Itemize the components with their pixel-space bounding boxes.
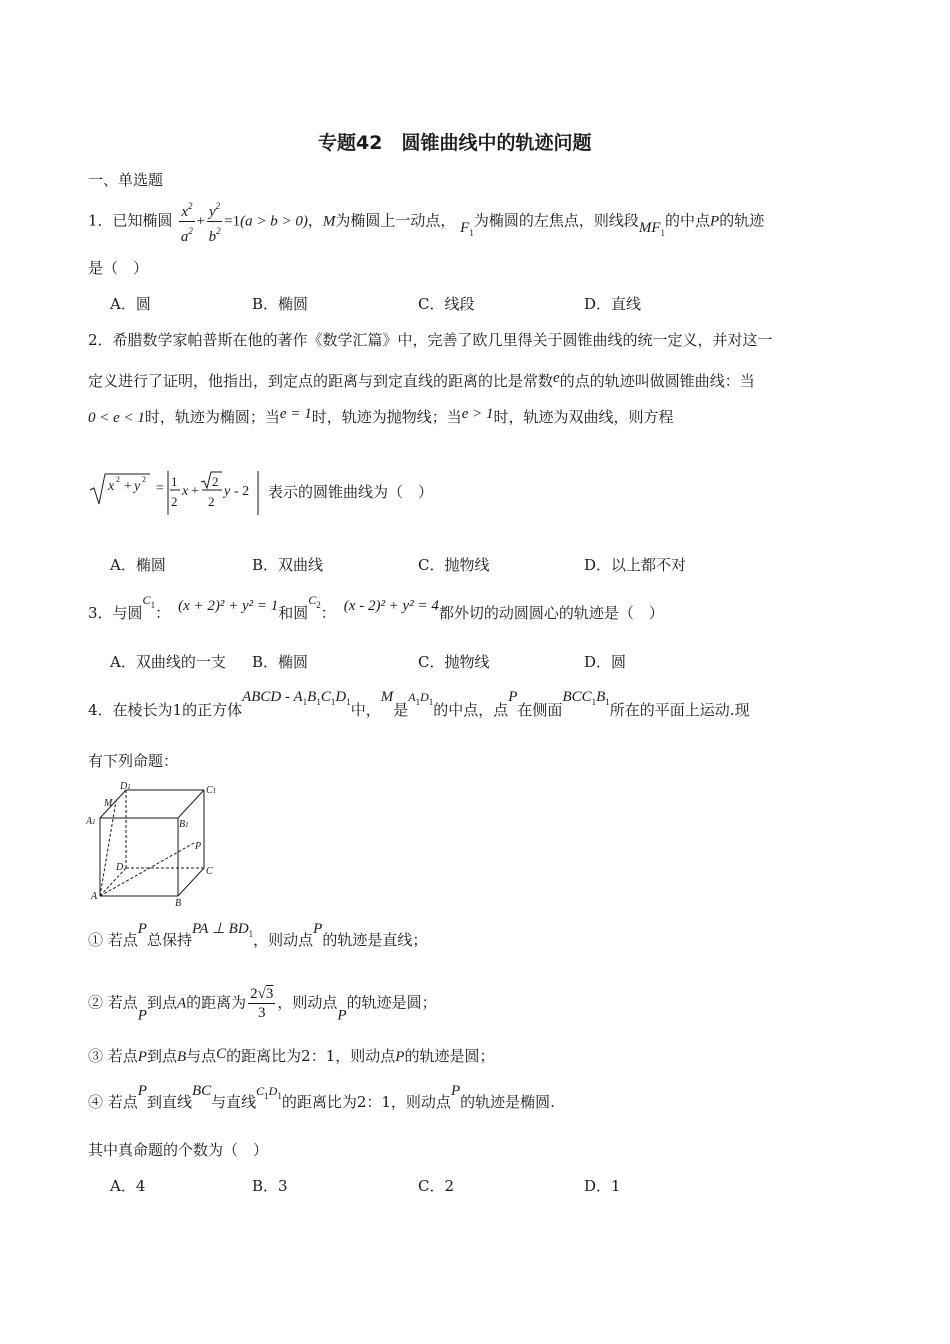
q4-statement-3: ③ 若点P到点B与点C的距离比为2：1，则动点P的轨迹是圆；: [88, 1046, 495, 1065]
q4-option-b[interactable]: B．3: [252, 1177, 288, 1195]
edge-b1c1: [178, 790, 204, 818]
label-d: D: [116, 862, 124, 873]
q1-option-a[interactable]: A．圆: [110, 295, 151, 313]
q4-line2: 有下列命题：: [88, 752, 179, 770]
svg-text:+: +: [124, 479, 132, 494]
label-b: B: [175, 898, 182, 906]
q2-option-a[interactable]: A．椭圆: [110, 556, 166, 574]
section-heading: 一、单选题: [88, 171, 164, 189]
segment-ap: [100, 843, 194, 896]
q3-option-b[interactable]: B．椭圆: [252, 653, 309, 671]
q2-line1: 2．希腊数学家帕普斯在他的著作《数学汇篇》中，完善了欧几里得关于圆锥曲线的统一定义，并对这一: [88, 331, 773, 349]
label-d1: D1: [120, 781, 131, 792]
q3-option-a[interactable]: A．双曲线的一支: [110, 653, 226, 671]
svg-text:x: x: [108, 479, 115, 494]
svg-text:2: 2: [171, 494, 178, 509]
svg-text:2: 2: [212, 474, 219, 489]
q4-line1: 4．在棱长为1的正方体ABCD - $A_1B_1C_1D_1$中，M是$A_1D_1$的中点，点P在侧面$BCC_1B_1$所在的平面上运动.现: [88, 689, 750, 719]
svg-text:2: 2: [116, 475, 120, 484]
svg-text:- 2: - 2: [234, 484, 250, 499]
q2-equation: [88, 468, 268, 518]
svg-text:1: 1: [171, 474, 178, 489]
q2-option-c[interactable]: C．抛物线: [418, 556, 490, 574]
cube-figure: [86, 778, 226, 906]
svg-text:+: +: [191, 484, 199, 499]
svg-text:=: =: [156, 481, 164, 496]
label-b1: B1: [179, 819, 189, 830]
two-root3-over-3: $\frac{2√3}{3}$: [250, 986, 274, 1021]
q1-option-b[interactable]: B．椭圆: [252, 295, 309, 313]
label-a1: A1: [86, 816, 96, 827]
q2-option-d[interactable]: D．以上都不对: [584, 556, 687, 574]
svg-text:y: y: [134, 479, 141, 494]
q4-option-c[interactable]: C．2: [418, 1177, 455, 1195]
q1-option-c[interactable]: C．线段: [418, 295, 475, 313]
q4-statement-4: ④ 若点P到直线BC与直线$C_1D_1$的距离比为2：1，则动点P的轨迹是椭圆.: [88, 1083, 555, 1111]
label-c: C: [206, 866, 213, 877]
svg-text:y: y: [224, 484, 231, 499]
label-a: A: [91, 891, 98, 902]
q2-option-b[interactable]: B．双曲线: [252, 556, 324, 574]
q4-statement-1: ① 若点P总保持PA ⊥ $BD_1$，则动点P的轨迹是直线；: [88, 921, 428, 949]
q2-equation-line: x 2 + y 2 = 1 2 x + 2 2 y - 2 表示的圆锥曲线为（ ）: [88, 468, 433, 518]
q2-line3: 0 < e < 1时，轨迹为椭圆；当e = 1时，轨迹为抛物线；当e > 1时，轨迹为双曲线，则方程: [88, 406, 674, 426]
q4-statement-2: ② 若点P到点A的距离为 $\frac{2√3}{3}$ ，则动点P的轨迹是圆；: [88, 986, 437, 1024]
q3-line: 3．与圆$^{C_1}$： (x + 2)² + y² = 1和圆$^{C_2}$： (x - 2)² + y² = 4都外切的动圆圆心的轨迹是（ ）: [88, 593, 664, 622]
q1-option-d[interactable]: D．直线: [584, 295, 642, 313]
label-m: M: [104, 798, 113, 809]
q4-question: 其中真命题的个数为（ ）: [88, 1141, 269, 1159]
q4-option-d[interactable]: D．1: [584, 1177, 621, 1195]
q2-line2: 定义进行了证明，他指出，到定点的距离与到定直线的距离的比是常数e的点的轨迹叫做圆锥曲线：当: [88, 370, 755, 390]
q1-line2: 是（ ）: [88, 259, 149, 277]
page-title: 专题42 圆锥曲线中的轨迹问题: [318, 132, 592, 154]
q1-frac-x: $\frac{x^2}{a^2}$: [179, 197, 194, 246]
q1-frac-y: $\frac{y^2}{b^2}$: [207, 197, 222, 246]
q1-line1: 1．已知椭圆 $\frac{x^2}{a^2}$ + $\frac{y^2}{b^2}$ =1(a > b > 0)，M为椭圆上一动点， $F_1$为椭圆的左焦点，则线段$MF_1$的中点P的轨迹: [88, 197, 764, 246]
svg-text:x: x: [182, 484, 189, 499]
edge-bc: [178, 868, 204, 896]
svg-text:2: 2: [208, 494, 215, 509]
label-c1: C1: [206, 785, 217, 796]
q3-option-d[interactable]: D．圆: [584, 653, 627, 671]
q4-option-a[interactable]: A．4: [110, 1177, 146, 1195]
q3-option-c[interactable]: C．抛物线: [418, 653, 490, 671]
svg-text:2: 2: [142, 475, 146, 484]
label-p: P: [195, 841, 202, 852]
